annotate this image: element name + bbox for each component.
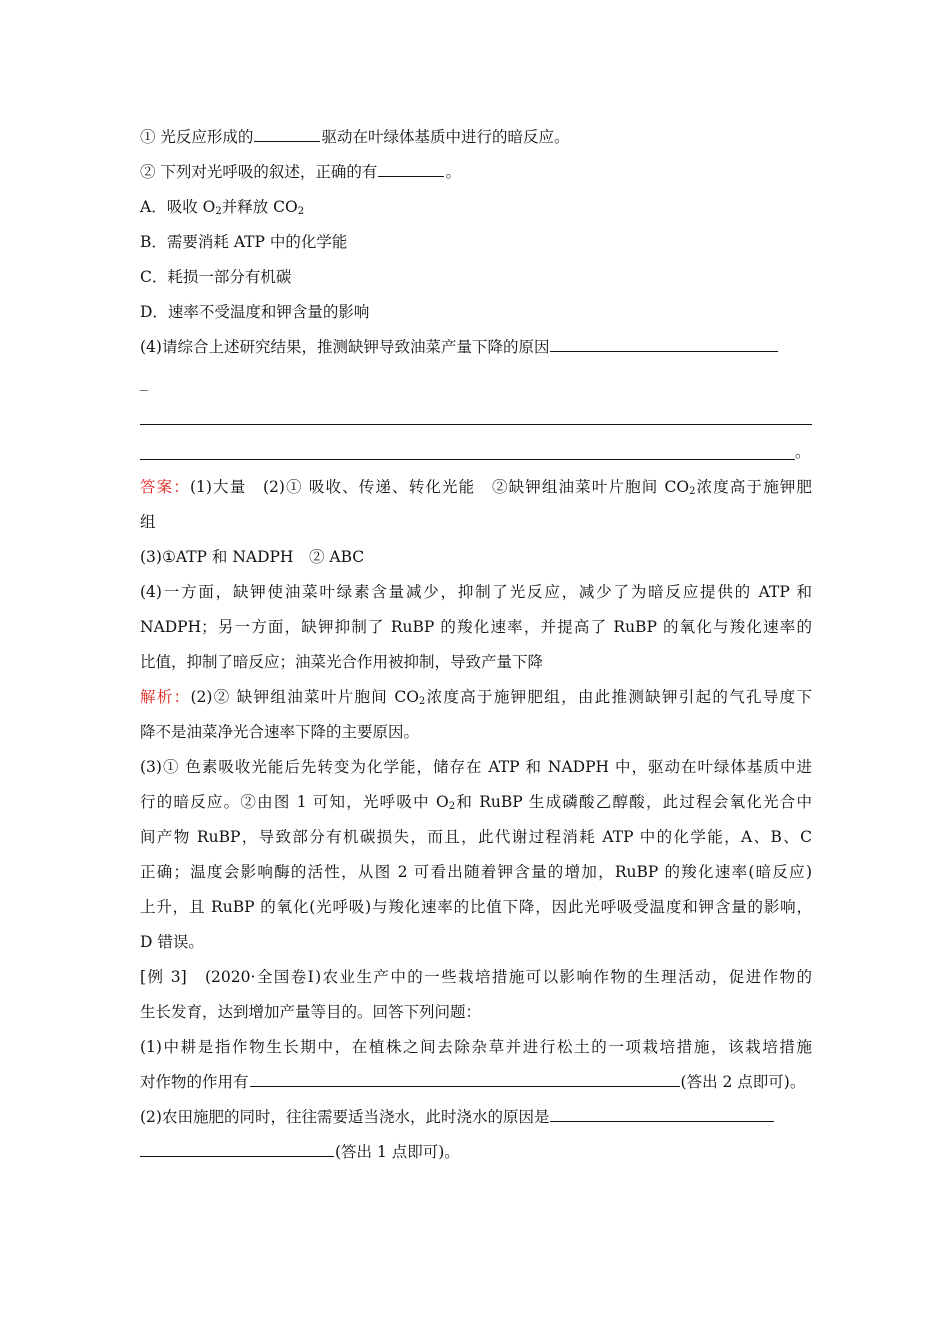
example-3-question-2: (2)农田施肥的同时，往往需要适当浇水，此时浇水的原因是: [140, 1100, 812, 1135]
answer-blank[interactable]: [254, 124, 320, 142]
analysis-line-2: 降不是油菜净光合速率下降的主要原因。: [140, 723, 420, 741]
answer-line-4: (4)一方面，缺钾使油菜叶绿素含量减少，抑制了光反应，减少了为暗反应提供的 ATP 和: [140, 583, 812, 601]
analysis-label: 解析：: [140, 688, 191, 706]
answer-blank[interactable]: [550, 1104, 774, 1122]
answer-line-3: (3)①ATP 和 NADPH ② ABC: [140, 548, 365, 566]
answer-line-stub: _: [140, 373, 148, 391]
analysis-line-4: 行的暗反应。②由图 1 可知，光呼吸中 $O_2$和 RuBP 生成磷酸乙醇酸，此过程会氧化光合中: [140, 793, 813, 812]
example-3-question-2-cont: (答出 1 点即可)。: [140, 1135, 812, 1170]
example-3-question-1: (1)中耕是指作物生长期中，在植株之间去除杂草并进行松土的一项栽培措施，该栽培措施: [140, 1038, 812, 1056]
answer-blank[interactable]: [140, 1139, 334, 1157]
question-4: (4)请综合上述研究结果，推测缺钾导致油菜产量下降的原因: [140, 330, 812, 365]
analysis-line-6: 正确；温度会影响酶的活性，从图 2 可看出随着钾含量的增加，RuBP 的羧化速率(暗反应): [140, 863, 812, 881]
answer-label: 答案：: [140, 478, 190, 496]
analysis-line-8: D 错误。: [140, 933, 204, 951]
answer-line-2: 组: [140, 513, 156, 531]
answer-line-1: 答案：(1)大量 (2)① 吸收、传递、转化光能 ②缺钾组油菜叶片胞间 $CO_2$浓度高于施钾肥: [140, 478, 812, 497]
question-3-1: ① 光反应形成的 驱动在叶绿体基质中进行的暗反应。: [140, 120, 812, 155]
option-b: B．需要消耗 ATP 中的化学能: [140, 233, 348, 251]
document-page: [140, 120, 812, 1170]
answer-line[interactable]: [140, 400, 812, 435]
option-a: A．吸收 $O_2$并释放 $CO_2$: [140, 198, 305, 217]
analysis-line-7: 上升，且 RuBP 的氧化(光呼吸)与羧化速率的比值下降，因此光呼吸受温度和钾含量的影响，: [140, 898, 812, 916]
analysis-line-1: 解析：(2)② 缺钾组油菜叶片胞间 $CO_2$浓度高于施钾肥组，由此推测缺钾引起的气孔导度下: [140, 688, 812, 707]
option-d: D．速率不受温度和钾含量的影响: [140, 303, 370, 321]
answer-blank[interactable]: [250, 1069, 680, 1087]
answer-line-6: 比值，抑制了暗反应；油菜光合作用被抑制，导致产量下降: [140, 653, 544, 671]
example-3-line-2: 生长发育，达到增加产量等目的。回答下列问题：: [140, 1003, 482, 1021]
answer-line[interactable]: 。: [140, 435, 812, 470]
analysis-line-3: (3)① 色素吸收光能后先转变为化学能，储存在 ATP 和 NADPH 中，驱动在叶绿体基质中进: [140, 758, 812, 776]
question-3-2: ② 下列对光呼吸的叙述，正确的有 。: [140, 155, 812, 190]
answer-line-5: NADPH；另一方面，缺钾抑制了 RuBP 的羧化速率，并提高了 RuBP 的氧化与羧化速率的: [140, 618, 812, 636]
analysis-line-5: 间产物 RuBP，导致部分有机碳损失，而且，此代谢过程消耗 ATP 中的化学能，A、B、C: [140, 828, 812, 846]
example-3-question-1-cont: 对作物的作用有 (答出 2 点即可)。: [140, 1065, 812, 1100]
answer-blank[interactable]: [550, 334, 778, 352]
example-3-line-1: [例 3] (2020·全国卷Ⅰ)农业生产中的一些栽培措施可以影响作物的生理活动，促进作物的: [140, 968, 812, 986]
option-c: C．耗损一部分有机碳: [140, 268, 292, 286]
answer-blank[interactable]: [378, 159, 444, 177]
